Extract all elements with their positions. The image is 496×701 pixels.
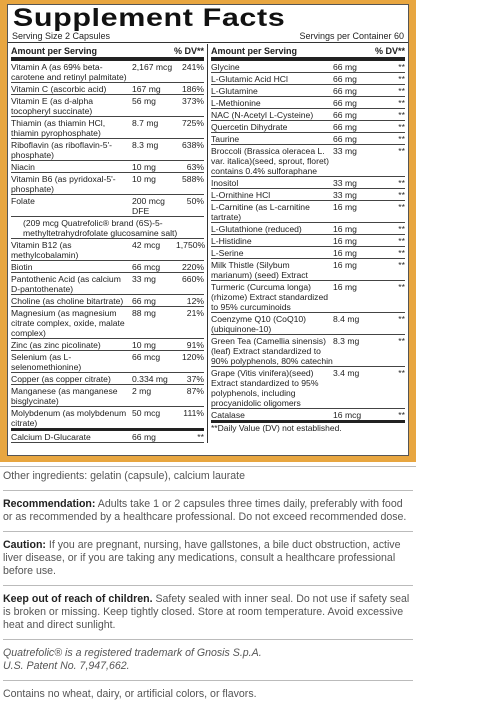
nutrient-name: L-Histidine [211, 235, 252, 246]
dv-header: % DV** [173, 46, 204, 56]
divider [3, 585, 413, 586]
nutrient-row [211, 189, 405, 201]
nutrient-amount: 16 mg [333, 247, 357, 258]
nutrient-name: Taurine [211, 133, 240, 144]
nutrient-dv: ** [398, 259, 405, 270]
nutrient-name: Magnesium (as magnesium citrate complex, oxide, malate complex) [11, 307, 125, 338]
nutrient-dv: ** [398, 145, 405, 156]
nutrient-name: Vitamin C (ascorbic acid) [11, 83, 107, 94]
nutrient-dv: ** [398, 133, 405, 144]
nutrient-dv: 50% [186, 195, 204, 206]
nutrient-name: L-Ornithine HCl [211, 189, 271, 200]
nutrient-amount: 10 mg [132, 161, 156, 172]
nutrient-amount: 16 mg [333, 235, 357, 246]
nutrient-row [211, 85, 405, 97]
nutrient-amount: 56 mg [132, 95, 156, 106]
nutrient-amount: 50 mcg [132, 407, 161, 418]
right-column [208, 44, 408, 443]
nutrient-amount: 66 mg [333, 109, 357, 120]
nutrient-row [211, 61, 405, 73]
nutrient-name: Milk Thistle (Silybum marianum) (seed) Extract [211, 259, 308, 280]
nutrient-row [211, 145, 405, 177]
nutrient-row [211, 73, 405, 85]
nutrient-name: Vitamin B6 (as pyridoxal-5'-phosphate) [11, 173, 116, 194]
facts-title: Supplement Facts [12, 4, 286, 32]
nutrient-dv: 63% [186, 161, 204, 172]
nutrient-note [11, 217, 204, 239]
nutrient-dv: 87% [186, 385, 204, 396]
nutrient-name: L-Glutamine [211, 85, 258, 96]
nutrient-dv: 91% [186, 339, 204, 350]
nutrient-dv: ** [398, 61, 405, 72]
nutrient-dv: 725% [182, 117, 204, 128]
nutrient-row [11, 161, 204, 173]
other-ingredients: Other ingredients: gelatin (capsule), calcium laurate [3, 470, 246, 482]
nutrient-row [211, 133, 405, 145]
nutrient-dv: ** [398, 121, 405, 132]
caution [3, 539, 413, 578]
nutrient-name: Biotin [11, 261, 33, 272]
patent-line: U.S. Patent No. 7,947,662. [3, 660, 130, 672]
nutrient-dv: ** [398, 97, 405, 108]
nutrient-row [211, 409, 405, 423]
nutrient-name: Broccoli (Brassica oleracea L. var. italica)(seed, sprout, floret) contains 0.4% sulforaphane [211, 145, 329, 176]
nutrient-row [211, 177, 405, 189]
nutrient-row [11, 61, 204, 83]
nutrient-amount: 66 mg [333, 73, 357, 84]
nutrient-row [11, 261, 204, 273]
amount-header: Amount per Serving [211, 46, 298, 56]
nutrient-dv: ** [398, 235, 405, 246]
nutrient-name: Turmeric (Curcuma longa)(rhizome) Extract standardized to 95% curcuminoids [211, 281, 329, 312]
nutrient-amount: 33 mg [333, 177, 357, 188]
nutrient-name: Glycine [211, 61, 240, 72]
serving-size: Serving Size 2 Capsules [12, 31, 111, 41]
recommendation [3, 498, 413, 524]
nutrient-row [11, 273, 204, 295]
nutrient-row [211, 223, 405, 235]
caution-label: Caution: [3, 539, 46, 551]
nutrient-name: Selenium (as L-selenomethionine) [11, 351, 82, 372]
nutrient-note-text: (209 mcg Quatrefolic® brand (6S)-5-methyltetrahydrofolate glucosamine salt) [23, 217, 178, 238]
divider [3, 490, 413, 491]
nutrient-amount: 167 mg [132, 83, 161, 94]
nutrient-dv: ** [398, 189, 405, 200]
nutrient-amount: 10 mg [132, 339, 156, 350]
nutrient-name: Copper (as copper citrate) [11, 373, 111, 384]
nutrient-dv: 241% [182, 61, 204, 72]
nutrient-amount: 8.7 mg [132, 117, 159, 128]
nutrient-amount: 66 mg [333, 133, 357, 144]
nutrient-name: Thiamin (as thiamin HCl, thiamin pyrophosphate) [11, 117, 106, 138]
nutrient-dv: 111% [183, 407, 204, 418]
nutrient-name: Grape (Vitis vinifera)(seed) Extract standardized to 95% polyphenols, including procyanidolic oligomers [211, 367, 319, 408]
serving-info [8, 31, 408, 43]
nutrient-dv: ** [398, 73, 405, 84]
nutrient-row [11, 173, 204, 195]
nutrient-row [211, 121, 405, 133]
nutrient-amount: 3.4 mg [333, 367, 360, 378]
nutrient-dv: 186% [182, 83, 204, 94]
nutrient-amount: 2,167 mcg [132, 61, 173, 72]
nutrient-name: Coenzyme Q10 (CoQ10) (ubiquinone-10) [211, 313, 307, 334]
nutrient-amount: 8.3 mg [132, 139, 159, 150]
nutrient-dv: ** [398, 335, 405, 346]
divider [3, 531, 413, 532]
nutrient-row [11, 295, 204, 307]
nutrient-row [211, 335, 405, 367]
nutrient-amount: 66 mcg [132, 351, 161, 362]
nutrient-row [211, 247, 405, 259]
nutrient-row [11, 407, 204, 431]
recommendation-text: Adults take 1 or 2 capsules three times daily, preferably with food or as recommended by a healthcare professional. Do not exceed recommended dose. [3, 498, 407, 523]
nutrient-name: L-Serine [211, 247, 244, 258]
nutrient-dv: 660% [182, 273, 204, 284]
nutrient-dv: 120% [182, 351, 204, 362]
nutrient-row [11, 373, 204, 385]
nutrient-dv: 37% [186, 373, 204, 384]
nutrient-dv: 12% [186, 295, 204, 306]
nutrient-amount: 33 mg [333, 189, 357, 200]
nutrient-name: Vitamin B12 (as methylcobalamin) [11, 239, 79, 260]
nutrient-row [11, 83, 204, 95]
nutrient-dv: 21% [186, 307, 204, 318]
nutrient-dv: 220% [182, 261, 204, 272]
supplement-facts-panel [7, 4, 409, 456]
nutrient-name: Calcium D-Glucarate [11, 431, 91, 442]
nutrient-name: Choline (as choline bitartrate) [11, 295, 124, 306]
divider [0, 466, 416, 467]
nutrient-row [211, 281, 405, 313]
nutrient-name: Vitamin A (as 69% beta-carotene and retinyl palmitate) [11, 61, 127, 82]
left-column [8, 44, 208, 443]
nutrient-name: Niacin [11, 161, 35, 172]
servings-per-container: Servings per Container 60 [299, 31, 404, 41]
nutrient-row [211, 109, 405, 121]
nutrient-dv: ** [398, 409, 405, 420]
left-header [11, 44, 204, 61]
nutrient-name: Zinc (as zinc picolinate) [11, 339, 101, 350]
nutrient-amount: 16 mg [333, 281, 357, 292]
nutrient-name: Quercetin Dihydrate [211, 121, 288, 132]
nutrient-row [11, 239, 204, 261]
nutrient-name: L-Methionine [211, 97, 261, 108]
nutrient-name: Vitamin E (as d-alpha tocopheryl succinate) [11, 95, 94, 116]
nutrient-name: Riboflavin (as riboflavin-5'-phosphate) [11, 139, 112, 160]
right-header [211, 44, 405, 61]
nutrient-dv: 1,750% [176, 239, 206, 250]
label-text [3, 470, 413, 701]
nutrient-amount: 66 mg [132, 431, 156, 442]
nutrient-dv: 373% [182, 95, 204, 106]
nutrient-amount: 42 mcg [132, 239, 161, 250]
nutrient-row [11, 195, 204, 217]
nutrient-amount: 16 mg [333, 201, 357, 212]
recommendation-label: Recommendation: [3, 498, 96, 510]
nutrient-row [11, 117, 204, 139]
left-rows [11, 61, 204, 443]
nutrient-dv: ** [398, 281, 405, 292]
nutrient-amount: 66 mg [333, 97, 357, 108]
amount-header: Amount per Serving [11, 46, 98, 56]
nutrient-row [211, 367, 405, 409]
nutrient-row [11, 139, 204, 161]
nutrient-name: Inositol [211, 177, 239, 188]
nutrient-amount: 88 mg [132, 307, 156, 318]
nutrient-amount: 8.4 mg [333, 313, 360, 324]
dv-header: % DV** [374, 46, 405, 56]
nutrient-amount: 16 mg [333, 259, 357, 270]
nutrient-amount: 33 mg [333, 145, 357, 156]
nutrient-row [211, 259, 405, 281]
nutrient-name: Molybdenum (as molybdenum citrate) [11, 407, 127, 428]
nutrient-name: Manganese (as manganese bisglycinate) [11, 385, 118, 406]
nutrient-name: L-Glutamic Acid HCl [211, 73, 288, 84]
nutrient-name: L-Carnitine (as L-carnitine tartrate) [211, 201, 310, 222]
nutrient-dv: ** [398, 177, 405, 188]
nutrient-row [11, 431, 204, 443]
nutrient-name: Green Tea (Camellia sinensis)(leaf) Extract standardized to 90% polyphenols, 80% catechin [211, 335, 333, 366]
nutrient-dv: 588% [182, 173, 204, 184]
nutrient-row [11, 351, 204, 373]
trademark-line: Quatrefolic® is a registered trademark of Gnosis S.p.A. [3, 647, 262, 659]
dv-legend: **Daily Value (DV) not established. [211, 423, 342, 433]
nutrient-dv: ** [398, 109, 405, 120]
keep-out [3, 593, 413, 632]
keep-label: Keep out of reach of children. [3, 593, 153, 605]
nutrient-amount: 66 mg [333, 121, 357, 132]
nutrient-name: Pantothenic Acid (as calcium D-pantothenate) [11, 273, 121, 294]
nutrient-dv: ** [398, 367, 405, 378]
nutrient-row [11, 339, 204, 351]
nutrient-dv: ** [398, 247, 405, 258]
nutrient-amount: 33 mg [132, 273, 156, 284]
nutrient-amount: 16 mcg [333, 409, 362, 420]
divider [3, 680, 413, 681]
facts-columns [8, 44, 408, 443]
nutrient-amount: 66 mg [132, 295, 156, 306]
nutrient-row [11, 385, 204, 407]
nutrient-dv: 638% [182, 139, 204, 150]
nutrient-amount: 66 mg [333, 85, 357, 96]
nutrient-name: L-Glutathione (reduced) [211, 223, 302, 234]
nutrient-dv: ** [398, 223, 405, 234]
nutrient-row [211, 201, 405, 223]
caution-text: If you are pregnant, nursing, have gallstones, a bile duct obstruction, active liver disease, or if you are taking any medications, consult a healthcare professional before use. [3, 539, 401, 577]
nutrient-dv: ** [197, 431, 204, 442]
nutrient-amount: 200 mcg DFE [132, 195, 165, 216]
nutrient-dv: ** [398, 313, 405, 324]
nutrient-dv: ** [398, 85, 405, 96]
nutrient-row [11, 95, 204, 117]
nutrient-name: Catalase [211, 409, 245, 420]
keep-text: Safety sealed with inner seal. Do not use if safety seal is broken or missing. Keep tightly closed. Store at room temperature. Avoid excessive heat and direct sunlight. [3, 593, 410, 631]
nutrient-amount: 66 mg [333, 61, 357, 72]
nutrient-amount: 0.334 mg [132, 373, 168, 384]
nutrient-amount: 16 mg [333, 223, 357, 234]
divider [3, 639, 413, 640]
nutrient-row [211, 97, 405, 109]
nutrient-amount: 10 mg [132, 173, 156, 184]
nutrient-row [211, 235, 405, 247]
nutrient-name: Folate [11, 195, 35, 206]
nutrient-amount: 8.3 mg [333, 335, 360, 346]
nutrient-name: NAC (N-Acetyl L-Cysteine) [211, 109, 314, 120]
nutrient-dv: ** [398, 201, 405, 212]
allergen-statement: Contains no wheat, dairy, or artificial colors, or flavors. [3, 688, 257, 700]
nutrient-row [11, 307, 204, 339]
nutrient-amount: 2 mg [132, 385, 152, 396]
right-rows [211, 61, 405, 423]
nutrient-amount: 66 mcg [132, 261, 161, 272]
nutrient-row [211, 313, 405, 335]
